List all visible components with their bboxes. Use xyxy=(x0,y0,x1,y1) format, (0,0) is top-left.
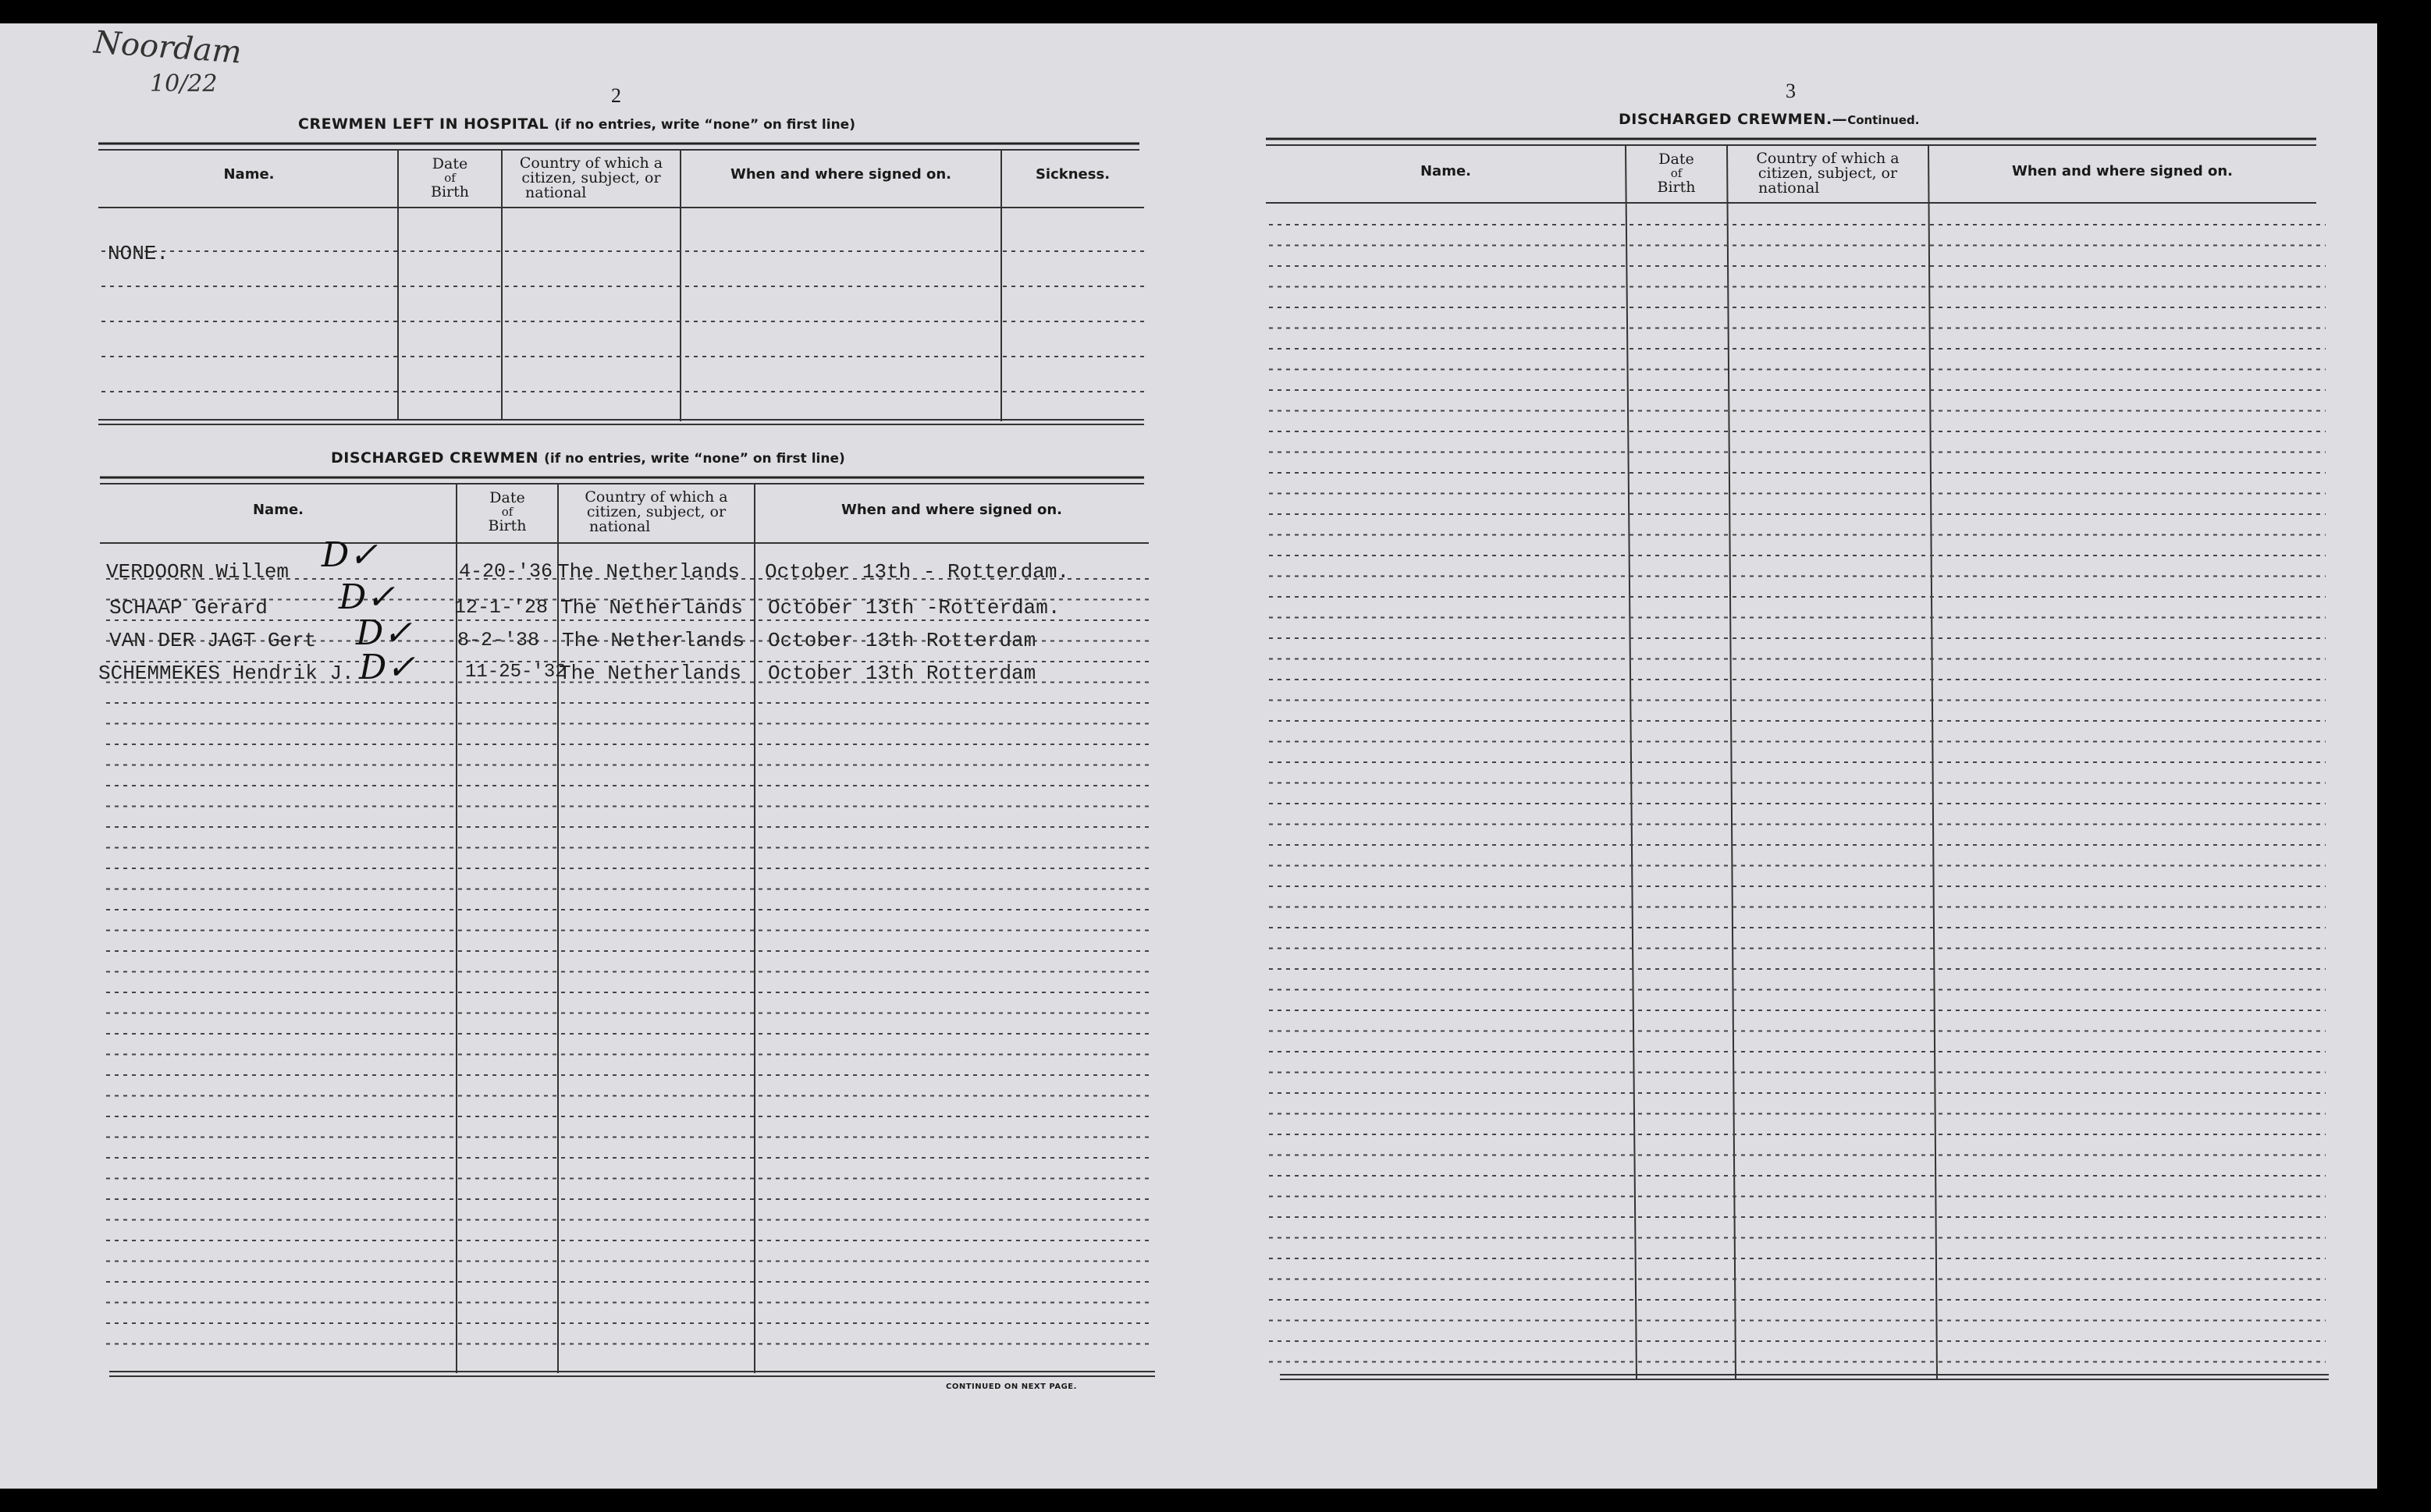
row-name: VERDOORN Willem xyxy=(106,560,290,584)
discharge-checkmark: D✓ xyxy=(339,577,396,617)
discharged-instruction: (if no entries, write “none” on first line) xyxy=(544,451,845,467)
dob-line-3: Birth xyxy=(488,517,527,534)
row-name: VAN DER JAGT Gert xyxy=(109,629,317,652)
row-name: SCHAAP Gerard xyxy=(109,596,268,619)
hospital-instruction: (if no entries, write “none” on first line) xyxy=(554,117,855,133)
hospital-col-sickness: Sickness. xyxy=(1035,166,1111,183)
row-signed: October 13th Rotterdam xyxy=(768,662,1036,685)
discharged-col-name: Name. xyxy=(252,502,304,518)
right-section-title xyxy=(1619,111,1919,128)
hospital-col-dob xyxy=(398,156,502,200)
country-line-1: Country of which a xyxy=(1756,150,1900,167)
row-country: The Netherlands xyxy=(559,662,742,685)
right-title-text: DISCHARGED CREWMEN.— xyxy=(1619,111,1848,128)
document-sheet xyxy=(0,23,2377,1489)
dob-line-3: Birth xyxy=(431,183,469,201)
dob-line-1: Date xyxy=(1658,151,1694,168)
country-line-3: national xyxy=(589,518,651,535)
handwritten-ship-name: Noordam xyxy=(92,24,243,71)
dob-line-1: Date xyxy=(489,489,525,506)
right-col-name: Name. xyxy=(1420,163,1471,179)
dob-line-2: of xyxy=(1670,166,1683,180)
row-signed: October 13th - Rotterdam. xyxy=(765,560,1070,584)
country-line-2: citizen, subject, or xyxy=(586,503,727,520)
discharge-checkmark: D✓ xyxy=(359,648,416,687)
row-country: The Netherlands xyxy=(560,596,744,619)
discharge-checkmark: D✓ xyxy=(356,613,413,653)
right-title-suffix: Continued. xyxy=(1847,113,1920,127)
dob-line-2: of xyxy=(501,505,514,519)
dob-line-1: Date xyxy=(432,155,468,172)
discharged-col-dob xyxy=(457,490,558,534)
row-dob: 8-2-'38 xyxy=(457,629,540,651)
country-line-3: national xyxy=(525,184,587,201)
hospital-col-signed: When and where signed on. xyxy=(730,166,952,183)
dob-line-2: of xyxy=(444,171,456,185)
row-dob: 12-1-'28 xyxy=(454,596,549,619)
country-line-2: citizen, subject, or xyxy=(521,169,661,186)
handwritten-date: 10/22 xyxy=(150,70,218,98)
row-country: The Netherlands xyxy=(557,560,741,584)
right-col-dob xyxy=(1626,151,1727,195)
row-country: The Netherlands xyxy=(562,629,745,652)
country-line-2: citizen, subject, or xyxy=(1757,165,1898,182)
continued-footer: CONTINUED ON NEXT PAGE. xyxy=(946,1382,1077,1391)
country-line-3: national xyxy=(1758,179,1820,197)
dob-line-3: Birth xyxy=(1657,179,1696,196)
page-number-left: 2 xyxy=(611,84,621,107)
form-rules xyxy=(0,23,2377,1489)
row-dob: 11-25-'32 xyxy=(465,662,567,683)
right-col-country xyxy=(1727,151,1928,196)
country-line-1: Country of which a xyxy=(585,488,728,506)
row-dob: 4-20-'36 xyxy=(459,560,553,583)
row-name: SCHEMMEKES Hendrik J. xyxy=(98,662,354,685)
hospital-col-country xyxy=(502,156,681,201)
discharged-col-signed: When and where signed on. xyxy=(841,502,1063,518)
country-line-1: Country of which a xyxy=(519,154,663,172)
row-signed: October 13th Rotterdam xyxy=(768,629,1036,652)
discharge-checkmark: D✓ xyxy=(322,535,379,575)
discharged-title-text: DISCHARGED CREWMEN xyxy=(331,449,538,467)
page-number-right: 3 xyxy=(1786,80,1796,102)
hospital-col-name: Name. xyxy=(223,166,275,183)
discharged-section-title xyxy=(331,449,845,467)
right-table-rules xyxy=(1266,139,2329,1379)
row-signed: October 13th -Rotterdam. xyxy=(768,596,1061,619)
hospital-title-text: CREWMEN LEFT IN HOSPITAL xyxy=(298,115,549,133)
discharged-col-country xyxy=(558,490,755,534)
right-col-signed: When and where signed on. xyxy=(2011,163,2234,179)
hospital-entry-none: NONE. xyxy=(108,242,169,265)
